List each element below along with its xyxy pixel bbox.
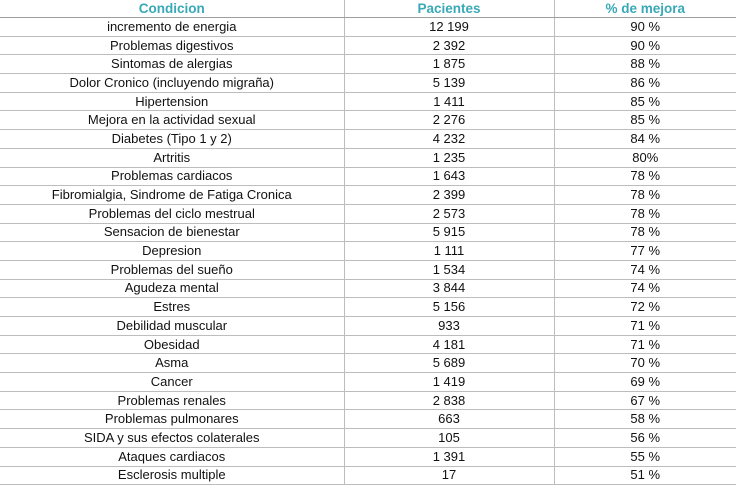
cell-pacientes: 17 bbox=[344, 466, 554, 485]
cell-mejora: 85 % bbox=[554, 92, 736, 111]
cell-mejora: 85 % bbox=[554, 111, 736, 130]
cell-pacientes: 1 419 bbox=[344, 373, 554, 392]
table-row bbox=[0, 148, 736, 167]
header-row bbox=[0, 0, 736, 18]
table-row bbox=[0, 298, 736, 317]
table-row bbox=[0, 317, 736, 336]
cell-mejora: 90 % bbox=[554, 18, 736, 37]
cell-condicion: Sensacion de bienestar bbox=[0, 223, 344, 242]
table-row bbox=[0, 466, 736, 485]
cell-pacientes: 1 875 bbox=[344, 55, 554, 74]
cell-condicion: Problemas pulmonares bbox=[0, 410, 344, 429]
cell-pacientes: 2 276 bbox=[344, 111, 554, 130]
table-row bbox=[0, 447, 736, 466]
cell-condicion: Debilidad muscular bbox=[0, 317, 344, 336]
header-mejora: % de mejora bbox=[554, 0, 736, 18]
cell-pacientes: 2 392 bbox=[344, 36, 554, 55]
table-row bbox=[0, 279, 736, 298]
cell-condicion: Problemas digestivos bbox=[0, 36, 344, 55]
cell-pacientes: 5 139 bbox=[344, 74, 554, 93]
cell-condicion: Mejora en la actividad sexual bbox=[0, 111, 344, 130]
table-row bbox=[0, 36, 736, 55]
table-row bbox=[0, 335, 736, 354]
cell-pacientes: 2 399 bbox=[344, 186, 554, 205]
table-body bbox=[0, 18, 736, 485]
table-row bbox=[0, 55, 736, 74]
cell-condicion: Fibromialgia, Sindrome de Fatiga Cronica bbox=[0, 186, 344, 205]
cell-mejora: 56 % bbox=[554, 429, 736, 448]
cell-condicion: Problemas del ciclo mestrual bbox=[0, 204, 344, 223]
cell-condicion: Artritis bbox=[0, 148, 344, 167]
table-row bbox=[0, 18, 736, 37]
cell-pacientes: 1 111 bbox=[344, 242, 554, 261]
cell-pacientes: 933 bbox=[344, 317, 554, 336]
header-pacientes: Pacientes bbox=[344, 0, 554, 18]
cell-mejora: 71 % bbox=[554, 335, 736, 354]
cell-pacientes: 105 bbox=[344, 429, 554, 448]
cell-mejora: 74 % bbox=[554, 279, 736, 298]
cell-mejora: 86 % bbox=[554, 74, 736, 93]
cell-pacientes: 5 156 bbox=[344, 298, 554, 317]
cell-condicion: Cancer bbox=[0, 373, 344, 392]
table-row bbox=[0, 204, 736, 223]
cell-mejora: 90 % bbox=[554, 36, 736, 55]
cell-pacientes: 4 232 bbox=[344, 130, 554, 149]
cell-mejora: 58 % bbox=[554, 410, 736, 429]
cell-condicion: Sintomas de alergias bbox=[0, 55, 344, 74]
table-row bbox=[0, 92, 736, 111]
cell-mejora: 72 % bbox=[554, 298, 736, 317]
table-row bbox=[0, 130, 736, 149]
cell-mejora: 70 % bbox=[554, 354, 736, 373]
cell-mejora: 78 % bbox=[554, 186, 736, 205]
cell-pacientes: 1 411 bbox=[344, 92, 554, 111]
cell-pacientes: 12 199 bbox=[344, 18, 554, 37]
table-row bbox=[0, 186, 736, 205]
cell-pacientes: 3 844 bbox=[344, 279, 554, 298]
table-row bbox=[0, 167, 736, 186]
cell-condicion: Ataques cardiacos bbox=[0, 447, 344, 466]
cell-mejora: 78 % bbox=[554, 204, 736, 223]
table-row bbox=[0, 111, 736, 130]
cell-condicion: Depresion bbox=[0, 242, 344, 261]
cell-condicion: Esclerosis multiple bbox=[0, 466, 344, 485]
cell-pacientes: 1 235 bbox=[344, 148, 554, 167]
cell-condicion: Estres bbox=[0, 298, 344, 317]
table-row bbox=[0, 391, 736, 410]
cell-mejora: 80% bbox=[554, 148, 736, 167]
header-condicion: Condicion bbox=[0, 0, 344, 18]
cell-condicion: Dolor Cronico (incluyendo migraña) bbox=[0, 74, 344, 93]
cell-mejora: 78 % bbox=[554, 167, 736, 186]
cell-condicion: Hipertension bbox=[0, 92, 344, 111]
cell-pacientes: 2 838 bbox=[344, 391, 554, 410]
cell-mejora: 51 % bbox=[554, 466, 736, 485]
cell-mejora: 88 % bbox=[554, 55, 736, 74]
cell-pacientes: 4 181 bbox=[344, 335, 554, 354]
cell-mejora: 74 % bbox=[554, 260, 736, 279]
table-row bbox=[0, 74, 736, 93]
cell-mejora: 77 % bbox=[554, 242, 736, 261]
cell-mejora: 69 % bbox=[554, 373, 736, 392]
cell-condicion: Problemas renales bbox=[0, 391, 344, 410]
cell-pacientes: 5 915 bbox=[344, 223, 554, 242]
cell-condicion: Problemas cardiacos bbox=[0, 167, 344, 186]
cell-condicion: Problemas del sueño bbox=[0, 260, 344, 279]
cell-pacientes: 1 391 bbox=[344, 447, 554, 466]
cell-condicion: incremento de energia bbox=[0, 18, 344, 37]
table-row bbox=[0, 242, 736, 261]
table-row bbox=[0, 260, 736, 279]
cell-mejora: 71 % bbox=[554, 317, 736, 336]
cell-pacientes: 663 bbox=[344, 410, 554, 429]
cell-condicion: Agudeza mental bbox=[0, 279, 344, 298]
table-row bbox=[0, 429, 736, 448]
cell-condicion: Obesidad bbox=[0, 335, 344, 354]
cell-pacientes: 1 643 bbox=[344, 167, 554, 186]
cell-pacientes: 1 534 bbox=[344, 260, 554, 279]
cell-mejora: 84 % bbox=[554, 130, 736, 149]
cell-condicion: Diabetes (Tipo 1 y 2) bbox=[0, 130, 344, 149]
table-row bbox=[0, 354, 736, 373]
table-row bbox=[0, 373, 736, 392]
cell-mejora: 55 % bbox=[554, 447, 736, 466]
table-row bbox=[0, 410, 736, 429]
cell-mejora: 67 % bbox=[554, 391, 736, 410]
table-row bbox=[0, 223, 736, 242]
cell-pacientes: 5 689 bbox=[344, 354, 554, 373]
cell-pacientes: 2 573 bbox=[344, 204, 554, 223]
cell-condicion: Asma bbox=[0, 354, 344, 373]
cell-condicion: SIDA y sus efectos colaterales bbox=[0, 429, 344, 448]
cell-mejora: 78 % bbox=[554, 223, 736, 242]
